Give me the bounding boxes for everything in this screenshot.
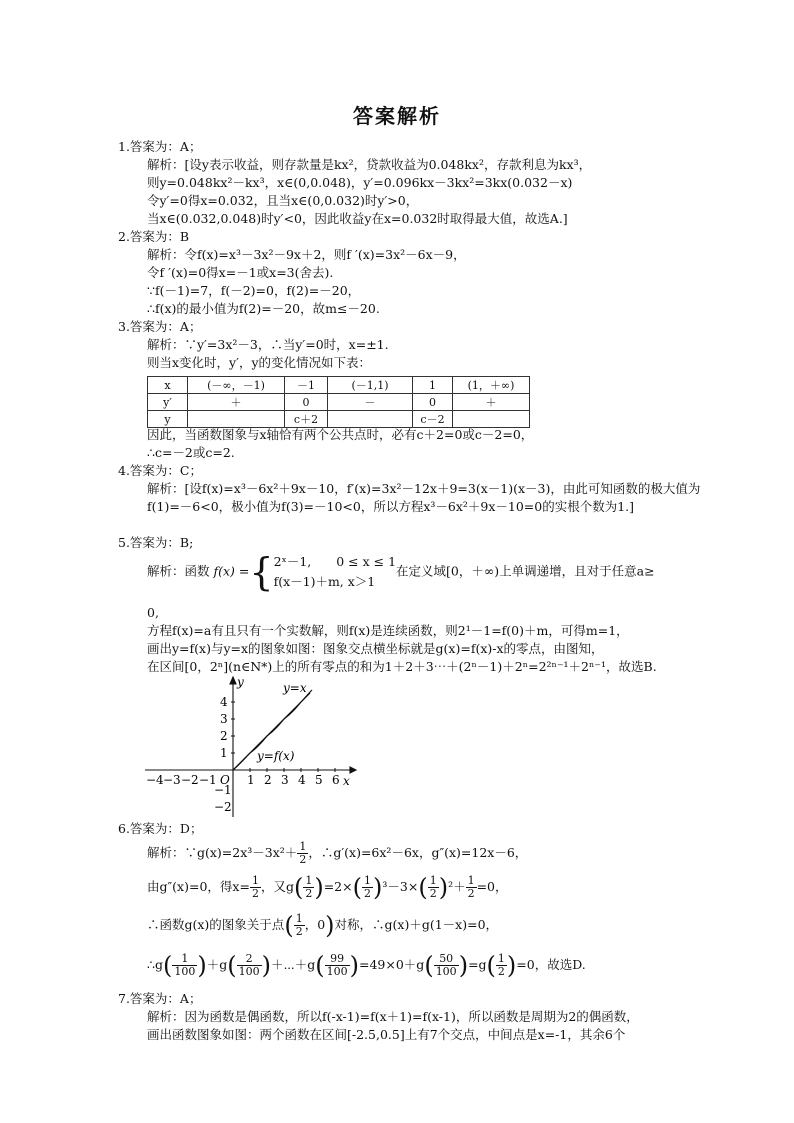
table-cell: (－∞，－1): [188, 377, 285, 394]
q3-line-3: 因此，当函数图象与x轴恰有两个公共点时，必有c＋2=0或c－2=0，: [147, 427, 534, 442]
q5-answer: 5.答案为：B;: [118, 535, 194, 550]
variation-table: [147, 376, 530, 428]
q1-answer: 1.答案为：A；: [118, 139, 202, 154]
y-tick: −2: [214, 800, 232, 814]
table-cell: [188, 411, 285, 428]
fraction: $\frac{1}{2}$: [251, 874, 259, 900]
q6-line-2: [147, 874, 508, 901]
table-cell: 1: [413, 377, 453, 394]
q6-text: ，又g: [260, 879, 294, 894]
q5-post: 在定义域[0，＋∞)上单调递增，且对于任意a≥: [396, 563, 655, 579]
q6-line-3: ∴函数g(x)的图象关于点( $\frac{1}{2}$ ，0)对称，∴g(x)＋g(1－x)=0，: [147, 911, 499, 940]
q5-graph: [140, 672, 370, 822]
table-cell: 0: [285, 394, 328, 411]
fraction: $\frac{99}{100}$: [326, 952, 348, 978]
fraction: $\frac{1}{2}$: [429, 874, 437, 900]
q6-text: =0，故选D.: [516, 957, 586, 972]
x-tick: 6: [332, 773, 340, 787]
q2-line-1: 解析：令f(x)=x³－3x²－9x＋2，则f ′(x)=3x²－6x－9，: [147, 247, 466, 262]
q1-line-4: 当x∈(0.032,0.048)时y′<0，因此收益y在x=0.032时取得最大值，故选A.]: [147, 211, 568, 226]
table-cell: [328, 411, 413, 428]
q6-text: ，∴g′(x)=6x²－6x，g″(x)=12x－6，: [308, 845, 528, 860]
table-cell: 0: [413, 394, 453, 411]
q6-text: =0，: [476, 879, 508, 894]
x-tick: 2: [264, 773, 272, 787]
page-title: 答案解析: [353, 104, 441, 128]
table-row: [148, 377, 530, 394]
y-axis-label: y: [237, 675, 244, 689]
left-paren-icon: (: [284, 911, 294, 940]
y-tick: 2: [220, 729, 228, 743]
table-cell: －1: [285, 377, 328, 394]
fraction: $\frac{1}{2}$: [305, 874, 313, 900]
table-cell: c－2: [413, 411, 453, 428]
q2-line-2: 令f ′(x)=0得x=－1或x=3(舍去).: [147, 265, 334, 280]
q6-line-4: [147, 952, 586, 979]
q5-line-1b: 0,: [147, 605, 159, 620]
fraction: $\frac{1}{100}$: [174, 952, 196, 978]
label-y-equals-fx: y=f(x): [257, 749, 295, 763]
q6-answer: 6.答案为：D；: [118, 821, 203, 836]
y-tick: 1: [220, 746, 228, 760]
fraction: $\frac{1}{2}$: [467, 874, 475, 900]
y-tick: 3: [220, 712, 228, 726]
table-cell: (1，＋∞): [453, 377, 530, 394]
case-1: 2ˣ－1, 0 ≤ x ≤ 1: [273, 554, 397, 569]
right-paren-icon: ): [349, 951, 359, 980]
x-tick: O: [220, 773, 230, 787]
q6-text: =g: [468, 957, 487, 972]
fraction: $\frac{1}{2}$: [295, 912, 303, 938]
table-cell: [453, 411, 530, 428]
q3-line-1: 解析：∵y′=3x²－3，∴当y′=0时，x=±1.: [147, 337, 389, 352]
table-cell: －: [328, 394, 413, 411]
q6-text: =49×0＋g: [359, 957, 425, 972]
q2-line-3: ∵f(－1)=7，f(－2)=0，f(2)=－20，: [147, 283, 361, 298]
case-2: f(x－1)＋m, x＞1: [273, 574, 376, 589]
table-cell: ＋: [453, 394, 530, 411]
y-tick-labels: [214, 695, 232, 814]
fraction: $\frac{2}{100}$: [238, 952, 260, 978]
x-tick: 1: [247, 773, 255, 787]
right-paren-icon: ): [314, 873, 324, 902]
x-axis-label: x: [343, 774, 350, 788]
x-tick: 5: [315, 773, 323, 787]
q7-line-2: 画出函数图象如图：两个函数在区间[-2.5,0.5]上有7个交点，中间点是x=-1，其余6个: [147, 1027, 626, 1042]
left-paren-icon: (: [352, 873, 362, 902]
table-cell: x: [148, 377, 188, 394]
table-cell: y: [148, 411, 188, 428]
q1-line-2: 则y=0.048kx²－kx³，x∈(0,0.048)，y′=0.096kx－3kx²=3kx(0.032－x): [147, 175, 573, 190]
right-paren-icon: ): [438, 873, 449, 902]
q3-answer: 3.答案为：A；: [118, 319, 202, 334]
q5-pre: 解析：函数: [147, 563, 214, 579]
q2-answer: 2.答案为：B: [118, 229, 190, 244]
left-paren-icon: (: [418, 873, 428, 902]
left-paren-icon: (: [424, 951, 434, 980]
fraction: $\frac{50}{100}$: [435, 952, 457, 978]
q6-text: 0: [317, 917, 326, 932]
x-tick: −4: [146, 773, 164, 787]
right-paren-icon: ): [372, 873, 383, 902]
right-paren-icon: ): [325, 911, 335, 940]
fraction: $\frac{1}{2}$: [299, 840, 307, 866]
piecewise-cases: [274, 552, 396, 592]
brace-icon: {: [249, 550, 274, 594]
table-row: [148, 411, 530, 428]
q6-text: ＋⋯＋g: [270, 957, 316, 972]
q6-text: ∴函数g(x)的图象关于点: [147, 917, 285, 932]
left-paren-icon: (: [162, 951, 173, 980]
q5-line-3: 画出y=f(x)与y=x的图象如图：图象交点横坐标就是g(x)=f(x)-x的零点，由图知，: [147, 641, 604, 656]
q6-text: ∴g: [147, 957, 163, 972]
table-cell: c＋2: [285, 411, 328, 428]
fraction: $\frac{1}{2}$: [497, 952, 505, 978]
q7-line-1: 解析：因为函数是偶函数，所以f(-x-1)=f(x＋1)=f(x-1)，所以函数是周期为2的偶函数，: [147, 1009, 639, 1024]
q5-line-4: 在区间[0，2ⁿ](n∈N*)上的所有零点的和为1＋2＋3⋯＋(2ⁿ－1)＋2ⁿ=2²ⁿ⁻¹＋2ⁿ⁻¹，故选B.: [147, 659, 657, 674]
q5-fx: f(x) =: [213, 563, 250, 579]
label-y-equals-x: y=x: [283, 681, 307, 695]
right-paren-icon: ): [197, 951, 207, 980]
q1-line-3: 令y′=0得x=0.032，且当x∈(0,0.032)时y′>0，: [147, 193, 419, 208]
right-paren-icon: ): [506, 951, 517, 980]
q6-text: =2×: [323, 879, 353, 894]
q6-text: 对称，∴g(x)＋g(1－x)=0，: [334, 917, 499, 932]
x-tick-labels: [146, 773, 340, 787]
left-paren-icon: (: [293, 873, 304, 902]
x-tick: −3: [163, 773, 181, 787]
right-paren-icon: ): [458, 951, 469, 980]
q3-line-2: 则当x变化时，y′，y的变化情况如下表：: [147, 355, 372, 370]
q7-answer: 7.答案为：A；: [118, 991, 202, 1006]
q6-text: ＋g: [206, 957, 228, 972]
q2-line-4: ∴f(x)的最小值为f(2)=－20，故m≤－20.: [147, 301, 380, 316]
x-tick: 3: [281, 773, 289, 787]
q3-line-4: ∴c=－2或c=2.: [147, 445, 235, 460]
q6-text: ²＋: [448, 879, 466, 894]
fraction: $\frac{1}{2}$: [363, 874, 371, 900]
q6-line-1: [147, 840, 527, 866]
q4-answer: 4.答案为：C；: [118, 463, 202, 478]
table-cell: (－1,1): [328, 377, 413, 394]
q6-text: 解析：∵g(x)=2x³－3x²＋: [147, 845, 298, 860]
q5-line-1: [147, 552, 655, 592]
left-paren-icon: (: [486, 951, 496, 980]
y-tick: −1: [214, 783, 232, 797]
q6-text: 由g″(x)=0，得x=: [147, 879, 250, 894]
x-tick: −2: [181, 773, 199, 787]
y-tick: 4: [220, 695, 228, 709]
right-paren-icon: ): [261, 951, 271, 980]
q6-text: ³－3×: [382, 879, 419, 894]
left-paren-icon: (: [315, 951, 325, 980]
x-tick: −1: [199, 773, 217, 787]
q4-line-1: 解析：[设f(x)=x³－6x²＋9x－10，f′(x)=3x²－12x＋9=3(x－1)(x－3)，由此可知函数的极大值为f(1)=－6<0，极小值为f(3)=－10<0，所以方程x³－6x²＋9x－10=0的实根个数为1.]: [147, 481, 701, 514]
table-cell: ＋: [188, 394, 285, 411]
table-row: [148, 394, 530, 411]
q5-line-2: 方程f(x)=a有且只有一个实数解，则f(x)是连续函数，则2¹－1=f(0)＋m，可得m=1，: [147, 623, 629, 638]
table-cell: y′: [148, 394, 188, 411]
left-paren-icon: (: [227, 951, 237, 980]
x-tick: 4: [298, 773, 306, 787]
q1-line-1: 解析：[设y表示收益，则存款量是kx²，贷款收益为0.048kx²，存款利息为kx³，: [147, 157, 592, 172]
